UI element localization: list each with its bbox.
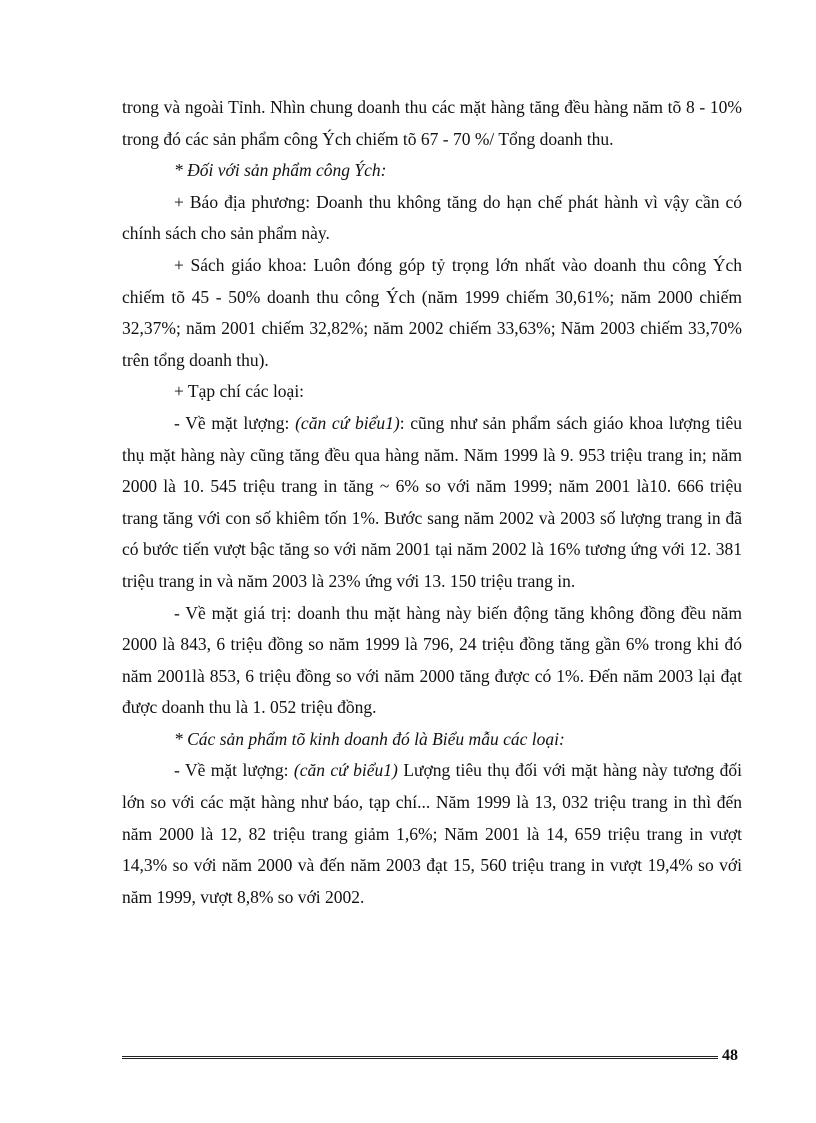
heading-business-products [122, 724, 742, 756]
document-body [122, 92, 742, 913]
text-run: - Về mặt giá trị: doanh thu mặt hàng này biến động tăng không đồng đều năm 2000 là 843, 6 triệu đồng so năm 1999 là 796, 24 triệu đồng tăng gần 6% trong khi đó năm 2001là 853, 6 triệu đồng so với năm 2000 tăng được có 1%. Đến năm 2003 lại đạt được doanh thu là 1. 052 triệu đồng. [122, 602, 742, 718]
paragraph [122, 755, 742, 913]
text-run: + Báo địa phương: Doanh thu không tăng do hạn chế phát hành vì vậy cần có chính sách cho sản phẩm này. [122, 191, 742, 244]
text-run-italic: (căn cứ biểu1) [293, 760, 398, 781]
paragraph [122, 376, 742, 408]
paragraph [122, 187, 742, 250]
text-run: + Tạp chí các loại: [174, 381, 305, 402]
paragraph [122, 598, 742, 724]
text-run-italic: * Các sản phẩm tõ kinh doanh đó là Biểu mẫu các loại: [174, 728, 565, 749]
paragraph [122, 250, 742, 376]
footer-rule [122, 1056, 718, 1059]
text-run-italic: * Đối với sản phẩm công Ých: [174, 160, 387, 181]
text-run: + Sách giáo khoa: Luôn đóng góp tỷ trọng lớn nhất vào doanh thu công Ých chiếm tõ 45 - 50% doanh thu công Ých (năm 1999 chiếm 30,61%; năm 2000 chiếm 32,37%; năm 2001 chiếm 32,82%; năm 2002 chiếm 33,63%; Năm 2003 chiếm 33,70% trên tổng doanh thu). [122, 254, 742, 370]
paragraph [122, 92, 742, 155]
text-run: - Về mặt lượng: [174, 760, 294, 781]
text-run: : cũng như sản phẩm sách giáo khoa lượng tiêu thụ mặt hàng này cũng tăng đều qua hàng năm. Năm 1999 là 9. 953 triệu trang in; năm 2000 là 10. 545 triệu trang in tăng ~ 6% so với năm 1999; năm 2001 là10. 666 triệu trang tăng với con số khiêm tốn 1%. Bước sang năm 2002 và 2003 số lượng trang in đã có bước tiến vượt bậc tăng so với năm 2001 tại năm 2002 là 16% tương ứng với 12. 381 triệu trang in và năm 2003 là 23% ứng với 13. 150 triệu trang in. [122, 412, 742, 591]
text-run: trong và ngoài Tỉnh. Nhìn chung doanh thu các mặt hàng tăng đều hàng năm tõ 8 - 10% trong đó các sản phẩm công Ých chiếm tõ 67 - 70 %/ Tổng doanh thu. [122, 97, 742, 149]
text-run-italic: (căn cứ biểu1) [295, 412, 400, 433]
text-run: - Về mặt lượng: [174, 412, 296, 433]
text-run: Lượng tiêu thụ đối với mặt hàng này tương đối lớn so với các mặt hàng như báo, tạp chí... Năm 1999 là 13, 032 triệu trang in thì đến năm 2000 là 12, 82 triệu trang giảm 1,6%; Năm 2001 là 14, 659 triệu trang in vượt 14,3% so với năm 2000 và đến năm 2003 đạt 15, 560 triệu trang in vượt 19,4% so với năm 1999, vượt 8,8% so với 2002. [122, 760, 742, 907]
page-number: 48 [722, 1047, 738, 1064]
heading-public-products [122, 155, 742, 187]
paragraph [122, 408, 742, 598]
